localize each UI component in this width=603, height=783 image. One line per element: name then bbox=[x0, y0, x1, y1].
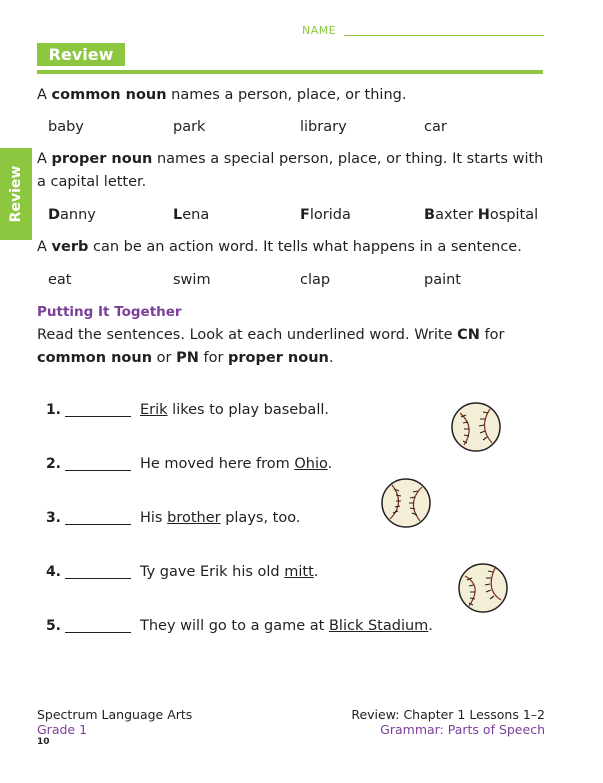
text: Ty gave Erik his old bbox=[140, 564, 285, 580]
example-word: park bbox=[173, 119, 206, 135]
answer-blank[interactable] bbox=[65, 620, 131, 633]
answer-blank[interactable] bbox=[65, 458, 131, 471]
text: A bbox=[37, 87, 52, 103]
example-word: eat bbox=[48, 272, 72, 288]
text: lorida bbox=[309, 207, 351, 223]
text: for bbox=[198, 350, 229, 366]
text: names a special person, place, or thing. It starts with bbox=[152, 151, 544, 167]
term: proper noun bbox=[51, 151, 153, 167]
text: names a person, place, or thing. bbox=[166, 87, 407, 103]
answer-blank[interactable] bbox=[65, 512, 131, 525]
name-line[interactable] bbox=[344, 35, 544, 36]
text: or bbox=[152, 350, 177, 366]
capital-letter: D bbox=[48, 207, 61, 223]
answer-blank[interactable] bbox=[65, 404, 131, 417]
example-word bbox=[424, 207, 538, 223]
text: axter bbox=[435, 207, 478, 223]
question-text bbox=[140, 510, 300, 526]
text: anny bbox=[60, 207, 96, 223]
text: . bbox=[328, 350, 334, 366]
review-title: Review bbox=[37, 43, 125, 66]
example-word: car bbox=[424, 119, 447, 135]
question-text bbox=[140, 618, 433, 634]
text: Read the sentences. Look at each underlined word. Write bbox=[37, 327, 458, 343]
text: They will go to a game at bbox=[140, 618, 329, 634]
baseball-icon bbox=[450, 401, 502, 453]
capital-letter: L bbox=[173, 207, 183, 223]
capital-letter: B bbox=[424, 207, 436, 223]
example-word: swim bbox=[173, 272, 211, 288]
footer-grade: Grade 1 bbox=[37, 722, 88, 737]
question-text bbox=[140, 564, 318, 580]
term: CN bbox=[457, 327, 480, 343]
name-label: NAME bbox=[302, 24, 337, 37]
answer-blank[interactable] bbox=[65, 566, 131, 579]
footer-chapter: Review: Chapter 1 Lessons 1–2 bbox=[351, 707, 545, 722]
text: His bbox=[140, 510, 168, 526]
baseball-icon bbox=[380, 477, 432, 529]
example-word bbox=[300, 207, 351, 223]
question-number: 2. bbox=[45, 456, 61, 472]
text: a capital letter. bbox=[37, 174, 147, 190]
underlined-word: Erik bbox=[140, 402, 168, 418]
text: . bbox=[428, 618, 433, 634]
page-number: 10 bbox=[37, 737, 50, 747]
underlined-word: Ohio bbox=[294, 456, 328, 472]
text: for bbox=[479, 327, 505, 343]
section-heading: Putting It Together bbox=[37, 304, 182, 320]
side-tab bbox=[0, 148, 32, 240]
text: A bbox=[37, 151, 52, 167]
underlined-word: mitt bbox=[284, 564, 314, 580]
example-word: library bbox=[300, 119, 347, 135]
text: ena bbox=[182, 207, 210, 223]
question-number: 3. bbox=[45, 510, 61, 526]
proper-noun-definition bbox=[37, 148, 543, 194]
example-word: paint bbox=[424, 272, 461, 288]
baseball-icon bbox=[457, 562, 509, 614]
text: plays, too. bbox=[220, 510, 301, 526]
side-tab-label: Review bbox=[8, 165, 24, 223]
text: A bbox=[37, 239, 52, 255]
underlined-word: Blick Stadium bbox=[328, 618, 429, 634]
text: . bbox=[313, 564, 319, 580]
term: PN bbox=[176, 350, 199, 366]
example-word: baby bbox=[48, 119, 84, 135]
text: ospital bbox=[489, 207, 539, 223]
footer-series: Spectrum Language Arts bbox=[37, 707, 193, 722]
term: common noun bbox=[51, 87, 167, 103]
capital-letter: H bbox=[477, 207, 490, 223]
term: common noun bbox=[37, 350, 153, 366]
example-word bbox=[48, 207, 96, 223]
question-text bbox=[140, 402, 329, 418]
verb-definition bbox=[37, 236, 522, 259]
question-number: 4. bbox=[45, 564, 61, 580]
question-number: 5. bbox=[45, 618, 61, 634]
text: can be an action word. It tells what happens in a sentence. bbox=[88, 239, 522, 255]
term: verb bbox=[51, 239, 89, 255]
example-word bbox=[173, 207, 209, 223]
text: likes to play baseball. bbox=[167, 402, 329, 418]
common-noun-definition bbox=[37, 84, 406, 107]
text: He moved here from bbox=[140, 456, 295, 472]
instructions bbox=[37, 324, 504, 370]
capital-letter: F bbox=[300, 207, 310, 223]
question-number: 1. bbox=[45, 402, 61, 418]
footer-topic: Grammar: Parts of Speech bbox=[380, 722, 545, 737]
example-word: clap bbox=[300, 272, 331, 288]
header-rule bbox=[37, 70, 543, 74]
text: . bbox=[327, 456, 333, 472]
underlined-word: brother bbox=[167, 510, 221, 526]
term: proper noun bbox=[228, 350, 329, 366]
question-text bbox=[140, 456, 332, 472]
